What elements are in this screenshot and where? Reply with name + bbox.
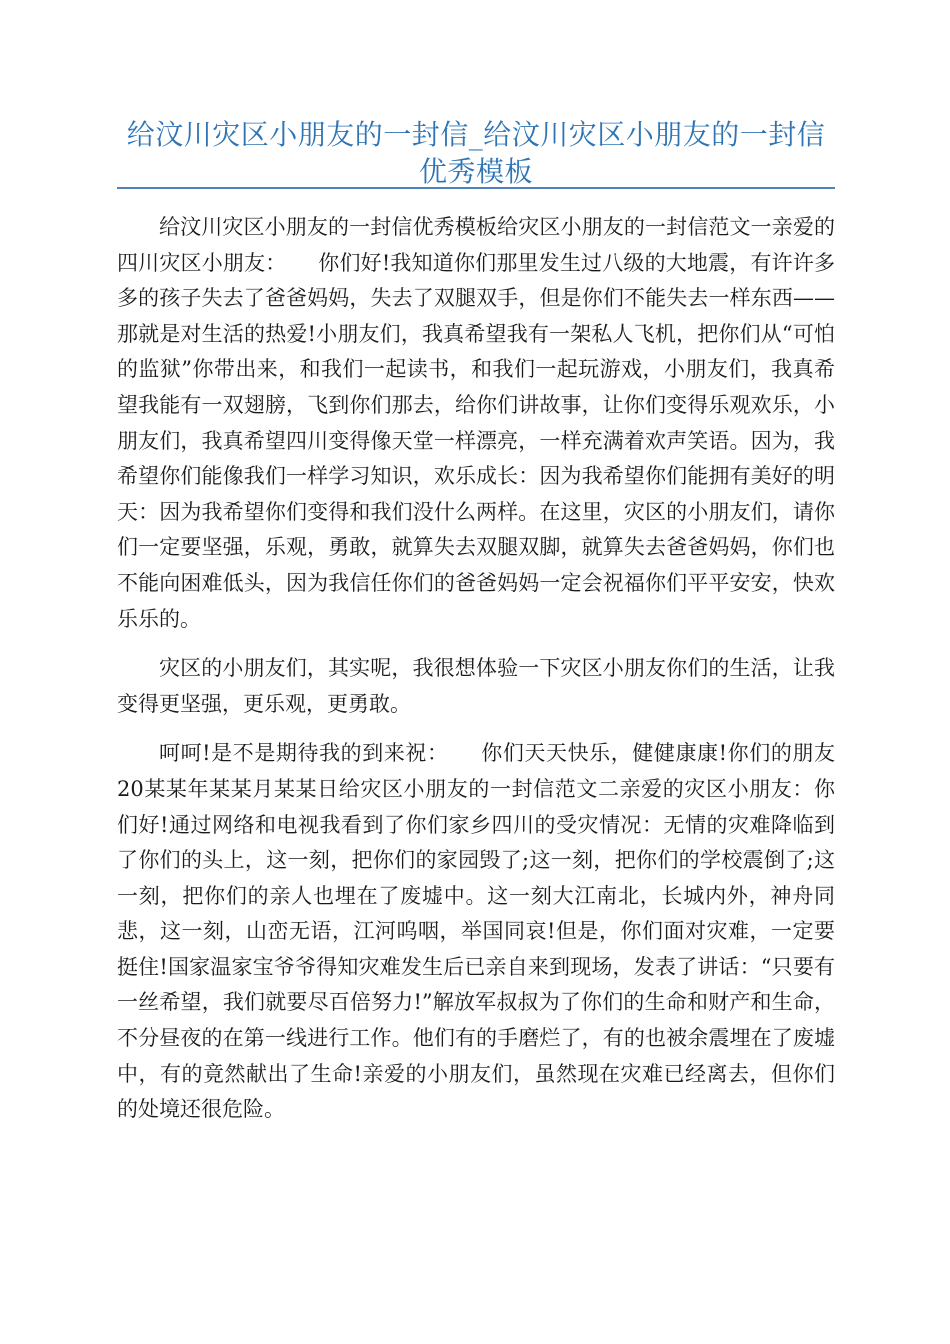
document-title: 给汶川灾区小朋友的一封信_给汶川灾区小朋友的一封信优秀模板 xyxy=(126,118,826,188)
paragraph: 呵呵!是不是期待我的到来祝： 你们天天快乐，健健康康!你们的朋友20某某年某某月某某日给灾区小朋友的一封信范文二亲爱的灾区小朋友：你们好!通过网络和电视我看到了你们家乡四川的受灾情况：无情的灾难降临到了你们的头上，这一刻，把你们的家园毁了;这一刻，把你们的学校震倒了;这一刻，把你们的亲人也埋在了废墟中。这一刻大江南北，长城内外，神舟同悲，这一刻，山峦无语，江河呜咽，举国同哀!但是，你们面对灾难，一定要挺住!国家温家宝爷爷得知灾难发生后已亲自来到现场，发表了讲话：“只要有一丝希望，我们就要尽百倍努力!”解放军叔叔为了你们的生命和财产和生命，不分昼夜的在第一线进行工作。他们有的手磨烂了，有的也被余震埋在了废墟中，有的竟然献出了生命!亲爱的小朋友们，虽然现在灾难已经离去，但你们的处境还很危险。 xyxy=(117,741,835,1122)
paragraph: 灾区的小朋友们，其实呢，我很想体验一下灾区小朋友你们的生活，让我变得更坚强，更乐观，更勇敢。 xyxy=(117,656,835,716)
paragraph: 给汶川灾区小朋友的一封信优秀模板给灾区小朋友的一封信范文一亲爱的四川灾区小朋友： 你们好!我知道你们那里发生过八级的大地震，有许许多多的孩子失去了爸爸妈妈，失去了双腿双手，但是你们不能失去一样东西——那就是对生活的热爱!小朋友们，我真希望我有一架私人飞机，把你们从“可怕的监狱”你带出来，和我们一起读书，和我们一起玩游戏，小朋友们，我真希望我能有一双翅膀，飞到你们那去，给你们讲故事，让你们变得乐观欢乐，小朋友们，我真希望四川变得像天堂一样漂亮，一样充满着欢声笑语。因为，我希望你们能像我们一样学习知识，欢乐成长：因为我希望你们能拥有美好的明天：因为我希望你们变得和我们没什么两样。在这里，灾区的小朋友们，请你们一定要坚强，乐观，勇敢，就算失去双腿双脚，就算失去爸爸妈妈，你们也不能向困难低头，因为我信任你们的爸爸妈妈一定会祝福你们平平安安，快欢乐乐的。 xyxy=(117,215,835,631)
title-underline xyxy=(117,187,835,189)
document-body xyxy=(117,210,835,1142)
